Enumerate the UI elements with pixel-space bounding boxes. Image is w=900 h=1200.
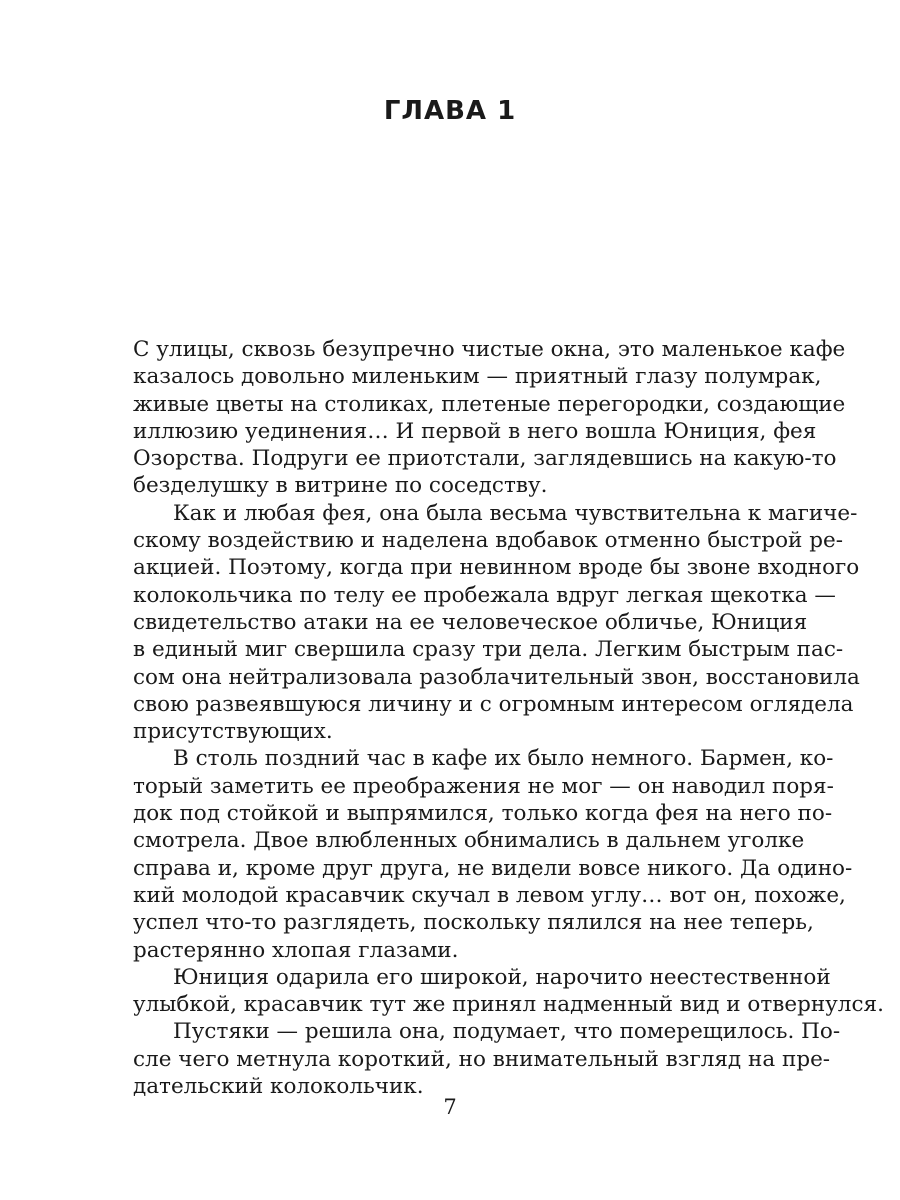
text-line: в единый миг свершила сразу три дела. Легким быстрым пас- bbox=[133, 637, 844, 663]
text-line: смотрела. Двое влюбленных обнимались в дальнем уголке bbox=[133, 828, 805, 854]
text-line: свидетельство атаки на ее человеческое обличье, Юниция bbox=[133, 609, 808, 635]
text-line: безделушку в витрине по соседству. bbox=[133, 473, 548, 499]
text-line: улыбкой, красавчик тут же принял надменный вид и отвернулся. bbox=[133, 992, 884, 1018]
text-line: сом она нейтрализовала разоблачительный звон, восстановила bbox=[133, 664, 860, 690]
text-line: док под стойкой и выпрямился, только когда фея на него по- bbox=[133, 801, 833, 827]
text-line: колокольчика по телу ее пробежала вдруг легкая щекотка — bbox=[133, 582, 836, 608]
text-line: присутствующих. bbox=[133, 719, 333, 745]
text-line: свою развеявшуюся личину и с огромным интересом оглядела bbox=[133, 691, 854, 717]
text-line: Пустяки — решила она, подумает, что померещилось. По- bbox=[173, 1019, 841, 1045]
text-line: скому воздействию и наделена вдобавок отменно быстрой ре- bbox=[133, 528, 843, 554]
text-line: С улицы, сквозь безупречно чистые окна, это маленькое кафе bbox=[133, 337, 846, 362]
text-line: Как и любая фея, она была весьма чувствительна к магиче- bbox=[173, 500, 858, 526]
text-line: справа и, кроме друг друга, не видели вовсе никого. Да одино- bbox=[133, 855, 853, 881]
text-line: Юниция одарила его широкой, нарочито неестественной bbox=[173, 964, 831, 990]
text-line: кий молодой красавчик скучал в левом углу… вот он, похоже, bbox=[133, 882, 846, 908]
text-line: растерянно хлопая глазами. bbox=[133, 937, 459, 963]
chapter-title: ГЛАВА 1 bbox=[383, 96, 517, 126]
body-text bbox=[133, 336, 884, 1100]
text-line: казалось довольно миленьким — приятный глазу полумрак, bbox=[133, 364, 822, 390]
text-line: торый заметить ее преображения не мог — он наводил поря- bbox=[133, 773, 834, 799]
text-line: успел что-то разглядеть, поскольку пялился на нее теперь, bbox=[133, 910, 814, 936]
text-line: иллюзию уединения… И первой в него вошла Юниция, фея bbox=[133, 418, 817, 444]
text-line: дательский колокольчик. bbox=[133, 1074, 424, 1100]
page-number: 7 bbox=[443, 1095, 457, 1119]
text-line: сле чего метнула короткий, но внимательный взгляд на пре- bbox=[133, 1046, 831, 1072]
text-line: акцией. Поэтому, когда при невинном вроде бы звоне входного bbox=[133, 555, 860, 581]
text-line: Озорства. Подруги ее приотстали, заглядевшись на какую-то bbox=[133, 446, 837, 472]
text-line: живые цветы на столиках, плетеные перегородки, создающие bbox=[133, 391, 846, 417]
text-line: В столь поздний час в кафе их было немного. Бармен, ко- bbox=[173, 746, 834, 772]
